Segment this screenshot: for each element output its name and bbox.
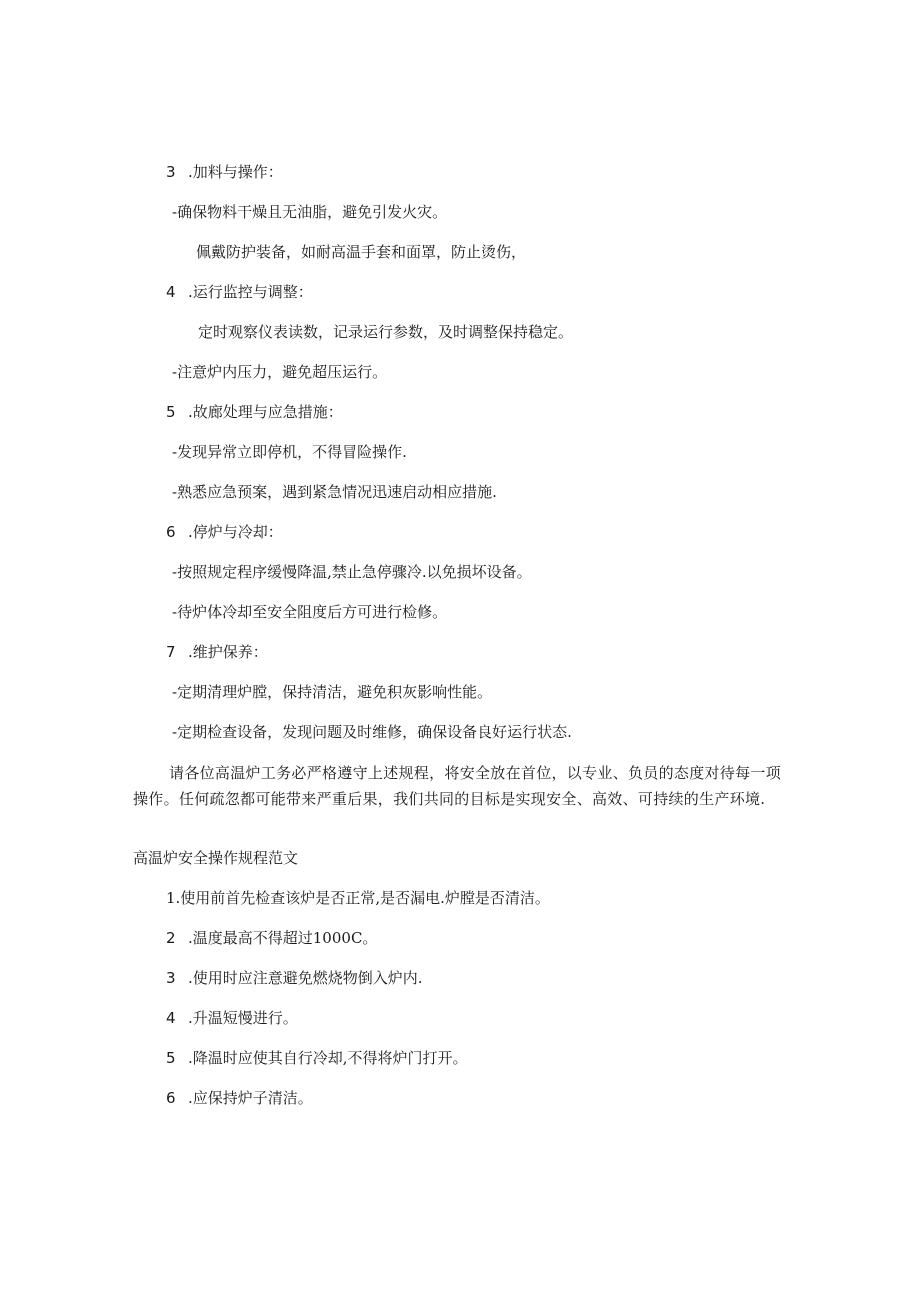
- section-number: 4: [166, 283, 176, 301]
- list-item: [166, 1048, 468, 1068]
- closing-paragraph: 请各位高温炉工务必严格遵守上述规程，将安全放在首位，以专业、负员的态度对待每一项操作。任何疏忽都可能带来严重后果，我们共同的目标是实现安全、高效、可持续的生产环境.: [133, 764, 782, 808]
- section-title: .运行监控与调整：: [188, 283, 313, 301]
- bullet-line: -按照规定程序缓慢降温,禁止急停骤冷.以免损坏设备。: [172, 563, 532, 581]
- bullet-line: -待炉体冷却至安全阻度后方可进行检修。: [172, 603, 448, 621]
- list-item-number: 5: [166, 1049, 176, 1067]
- section-title: .停炉与冷却：: [188, 523, 283, 541]
- section-heading-5: [166, 402, 343, 422]
- section-number: 3: [166, 163, 176, 181]
- list-item: [166, 928, 377, 948]
- section-heading-3: [166, 162, 283, 182]
- section-title: .维护保养：: [188, 643, 268, 661]
- list-item-number: 6: [166, 1089, 176, 1107]
- list-item-text: .应保持炉子清洁。: [188, 1089, 313, 1107]
- document-subtitle: 高温炉安全操作规程范文: [133, 849, 299, 867]
- body-line: 佩戴防护装备，如耐高温手套和面罩，防止烫伤，: [196, 243, 527, 261]
- section-heading-4: [166, 282, 313, 302]
- list-item-number: 4: [166, 1009, 176, 1027]
- list-item: [166, 968, 423, 988]
- body-line: 定时观察仪表读数，记录运行参数，及时调整保持稳定。: [198, 323, 574, 341]
- list-item-text: .降温时应使其自行冷却,不得将炉门打开。: [188, 1049, 468, 1067]
- list-item-text: 1.使用前首先检查该炉是否正常,是否漏电.炉膛是否清洁。: [166, 889, 550, 907]
- list-item-number: 3: [166, 969, 176, 987]
- bullet-line: -注意炉内压力，避免超压运行。: [172, 363, 388, 381]
- list-item-text: .升温短慢进行。: [188, 1009, 298, 1027]
- section-title: .故廊处理与应急措施：: [188, 403, 343, 421]
- list-item: [166, 888, 550, 908]
- bullet-line: -定期检查设备，发现问题及时维修，确保设备良好运行状态.: [172, 723, 572, 741]
- section-number: 6: [166, 523, 176, 541]
- list-item-number: 2: [166, 929, 176, 947]
- section-number: 7: [166, 643, 176, 661]
- list-item: [166, 1008, 298, 1028]
- section-heading-6: [166, 522, 283, 542]
- list-item-text: .使用时应注意避免燃烧物倒入炉内.: [188, 969, 423, 987]
- list-item: [166, 1088, 313, 1108]
- bullet-line: -发现异常立即停机，不得冒险操作.: [172, 443, 407, 461]
- bullet-line: -定期清理炉膛，保持清洁，避免积灰影响性能。: [172, 683, 493, 701]
- bullet-line: -熟悉应急预案，遇到紧急情况迅速启动相应措施.: [172, 483, 497, 501]
- section-title: .加料与操作：: [188, 163, 283, 181]
- section-heading-7: [166, 642, 268, 662]
- section-number: 5: [166, 403, 176, 421]
- list-item-text: .温度最高不得超过1000C。: [188, 929, 378, 947]
- bullet-line: -确保物料干燥且无油脂，避免引发火灾。: [172, 203, 448, 221]
